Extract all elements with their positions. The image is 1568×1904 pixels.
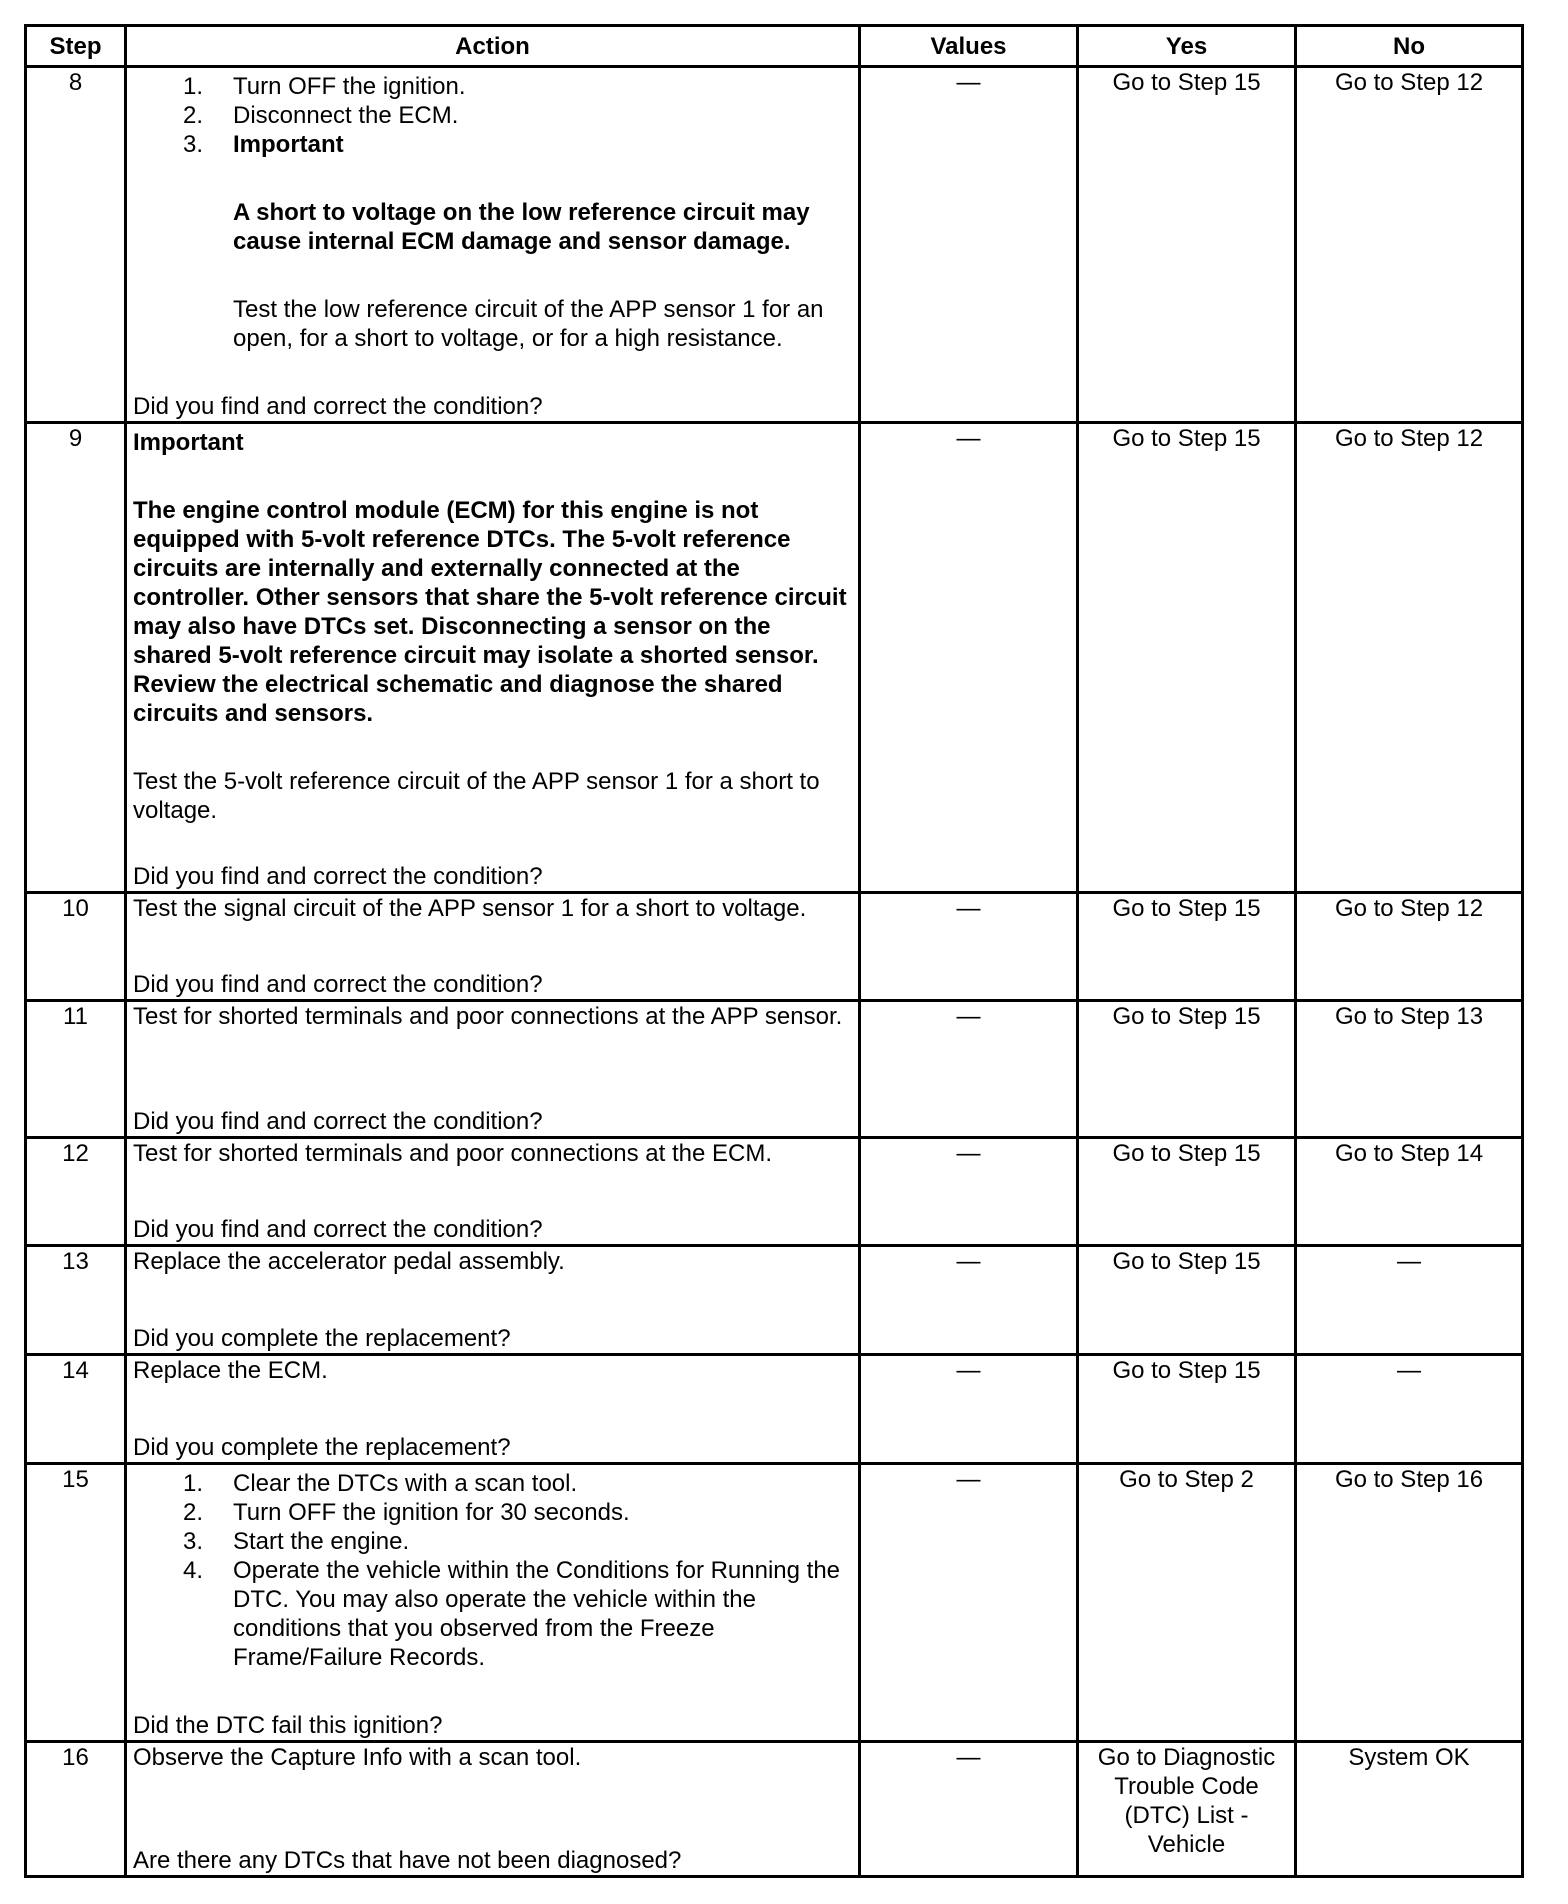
no-cell: Go to Step 13 <box>1296 1001 1523 1138</box>
table-row <box>26 423 1523 893</box>
yes-cell: Go to Step 15 <box>1078 423 1296 893</box>
action-text: Test for shorted terminals and poor connections at the APP sensor. <box>133 1003 843 1030</box>
table-row <box>26 1355 1523 1464</box>
value-cell: — <box>860 1464 1078 1742</box>
action-cell <box>126 1001 860 1138</box>
no-cell: Go to Step 12 <box>1296 423 1523 893</box>
yes-cell: Go to Step 15 <box>1078 1001 1296 1138</box>
action-question: Did you find and correct the condition? <box>133 393 543 420</box>
yes-cell: Go to Step 15 <box>1078 67 1296 423</box>
action-text: Test the low reference circuit of the APP sensor 1 for an open, for a short to voltage, or for a high resistance. <box>233 296 824 352</box>
action-text: Test the 5-volt reference circuit of the APP sensor 1 for a short to voltage. <box>133 768 820 824</box>
yes-cell: Go to Step 2 <box>1078 1464 1296 1742</box>
yes-cell: Go to Diagnostic Trouble Code (DTC) List - Vehicle <box>1078 1742 1296 1877</box>
action-cell <box>126 893 860 1001</box>
list-item: 2. Turn OFF the ignition for 30 seconds. <box>183 1499 630 1526</box>
step-number: 8 <box>26 67 126 423</box>
value-cell: — <box>860 1742 1078 1877</box>
yes-cell: Go to Step 15 <box>1078 1246 1296 1355</box>
header-step: Step <box>26 26 126 67</box>
no-cell: Go to Step 14 <box>1296 1138 1523 1246</box>
no-cell: Go to Step 16 <box>1296 1464 1523 1742</box>
action-question: Are there any DTCs that have not been diagnosed? <box>133 1847 682 1874</box>
action-cell <box>126 1355 860 1464</box>
table-row <box>26 1246 1523 1355</box>
important-note: The engine control module (ECM) for this engine is not equipped with 5-volt reference DTCs. The 5-volt reference circuits are internally and externally connected at the controller. Other sensors that share the 5-volt reference circuit may also have DTCs set. Disconnecting a sensor on the shared 5-volt reference circuit may isolate a shorted sensor. Review the electrical schematic and diagnose the shared circuits and sensors. <box>133 497 847 727</box>
action-question: Did you find and correct the condition? <box>133 1108 543 1135</box>
value-cell: — <box>860 893 1078 1001</box>
no-cell: System OK <box>1296 1742 1523 1877</box>
yes-cell: Go to Step 15 <box>1078 1355 1296 1464</box>
important-heading: Important <box>133 429 244 456</box>
step-number: 10 <box>26 893 126 1001</box>
list-item: 1. Turn OFF the ignition. <box>183 73 466 100</box>
step-number: 14 <box>26 1355 126 1464</box>
action-question: Did you find and correct the condition? <box>133 1216 543 1243</box>
table-row <box>26 1001 1523 1138</box>
action-question: Did you find and correct the condition? <box>133 863 543 890</box>
value-cell: — <box>860 423 1078 893</box>
step-number: 9 <box>26 423 126 893</box>
numbered-list <box>133 72 852 159</box>
step-number: 13 <box>26 1246 126 1355</box>
header-row <box>26 26 1523 67</box>
action-text: Replace the ECM. <box>133 1357 328 1384</box>
header-yes: Yes <box>1078 26 1296 67</box>
value-cell: — <box>860 1001 1078 1138</box>
table-row <box>26 893 1523 1001</box>
numbered-list <box>133 1469 852 1672</box>
header-action: Action <box>126 26 860 67</box>
action-text: Test for shorted terminals and poor connections at the ECM. <box>133 1140 772 1167</box>
no-cell: — <box>1296 1355 1523 1464</box>
step-number: 11 <box>26 1001 126 1138</box>
table-row <box>26 1464 1523 1742</box>
no-cell: — <box>1296 1246 1523 1355</box>
action-cell <box>126 1464 860 1742</box>
action-text: Replace the accelerator pedal assembly. <box>133 1248 565 1275</box>
step-number: 12 <box>26 1138 126 1246</box>
list-item: 1. Clear the DTCs with a scan tool. <box>183 1470 578 1497</box>
table-row <box>26 67 1523 423</box>
list-item: 3. Start the engine. <box>183 1528 410 1555</box>
table-row <box>26 1138 1523 1246</box>
action-question: Did you find and correct the condition? <box>133 971 543 998</box>
important-note: A short to voltage on the low reference circuit may cause internal ECM damage and sensor damage. <box>233 199 810 255</box>
action-cell <box>126 1742 860 1877</box>
action-cell <box>126 423 860 893</box>
action-cell <box>126 1138 860 1246</box>
action-question: Did you complete the replacement? <box>133 1434 511 1461</box>
list-item: 3. Important <box>183 131 344 158</box>
value-cell: — <box>860 1138 1078 1246</box>
action-text: Test the signal circuit of the APP sensor 1 for a short to voltage. <box>133 895 807 922</box>
action-cell <box>126 67 860 423</box>
list-item: 4. Operate the vehicle within the Conditions for Running the DTC. You may also operate the vehicle within the conditions that you observed from the Freeze Frame/Failure Records. <box>183 1557 841 1671</box>
step-number: 15 <box>26 1464 126 1742</box>
diagnostic-table <box>24 24 1524 1878</box>
header-no: No <box>1296 26 1523 67</box>
action-question: Did you complete the replacement? <box>133 1325 511 1352</box>
value-cell: — <box>860 1355 1078 1464</box>
header-values: Values <box>860 26 1078 67</box>
no-cell: Go to Step 12 <box>1296 893 1523 1001</box>
value-cell: — <box>860 1246 1078 1355</box>
step-number: 16 <box>26 1742 126 1877</box>
table-row <box>26 1742 1523 1877</box>
action-question: Did the DTC fail this ignition? <box>133 1712 443 1739</box>
yes-cell: Go to Step 15 <box>1078 893 1296 1001</box>
list-item: 2. Disconnect the ECM. <box>183 102 459 129</box>
yes-cell: Go to Step 15 <box>1078 1138 1296 1246</box>
no-cell: Go to Step 12 <box>1296 67 1523 423</box>
action-text: Observe the Capture Info with a scan tool. <box>133 1744 582 1771</box>
action-cell <box>126 1246 860 1355</box>
value-cell: — <box>860 67 1078 423</box>
